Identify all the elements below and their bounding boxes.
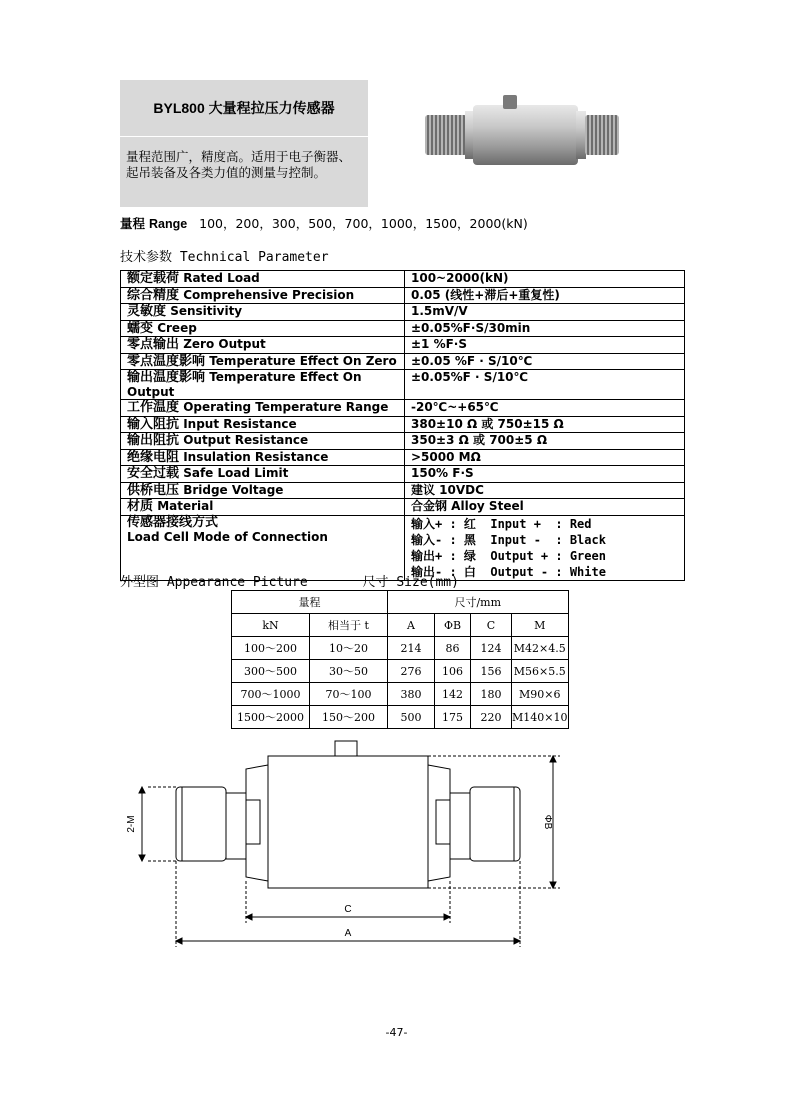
range-line: [120, 214, 528, 232]
spec-value: ±0.05%F · S/10℃: [405, 370, 685, 400]
spec-label-cn: 综合精度: [127, 287, 180, 303]
size-cell: 86: [435, 637, 471, 660]
size-header-cell: ΦB: [435, 614, 471, 637]
spec-label-en: Material: [157, 499, 214, 513]
spec-row: [121, 304, 685, 321]
spec-row: [121, 287, 685, 304]
spec-value: 1.5mV/V: [405, 304, 685, 321]
size-row: [232, 660, 569, 683]
spec-label-cn: 输入阻抗: [127, 416, 180, 432]
size-header-cell: C: [471, 614, 512, 637]
spec-row: [121, 320, 685, 337]
spec-label-en: Creep: [157, 320, 197, 335]
size-header-cell: kN: [232, 614, 310, 637]
spec-value: ±1 %F·S: [405, 337, 685, 354]
size-cell: 100～200: [232, 637, 310, 660]
size-cell: 175: [435, 706, 471, 729]
spec-label-en: Bridge Voltage: [183, 482, 284, 497]
spec-label-en: Input Resistance: [183, 416, 297, 431]
size-cell: 300～500: [232, 660, 310, 683]
spec-label-cn: 绝缘电阻: [127, 449, 180, 465]
description-line: 起吊装备及各类力值的测量与控制。: [126, 165, 327, 180]
appearance-heading: [120, 571, 459, 590]
page-number: -47-: [385, 1026, 408, 1039]
spec-row: [121, 449, 685, 466]
spec-row: [121, 482, 685, 499]
size-cell: 700～1000: [232, 683, 310, 706]
size-cell: M140×10: [512, 706, 569, 729]
spec-label-en: Output Resistance: [183, 433, 309, 447]
size-cell: 156: [471, 660, 512, 683]
appearance-label: 外型图 Appearance Picture: [120, 575, 308, 590]
spec-value: -20℃~+65℃: [405, 400, 685, 417]
product-description: [120, 137, 368, 207]
spec-label-cn: 输出阻抗: [127, 433, 180, 448]
size-cell: M42×4.5: [512, 637, 569, 660]
spec-label-cn: 工作温度: [127, 400, 180, 415]
spec-label-en: Rated Load: [183, 271, 260, 285]
size-row: [232, 637, 569, 660]
spec-value: 0.05 (线性+滞后+重复性): [405, 287, 685, 304]
spec-label-en: Comprehensive Precision: [183, 287, 355, 302]
spec-value: 350±3 Ω 或 700±5 Ω: [405, 433, 685, 450]
size-cell: 380: [388, 683, 435, 706]
size-cell: 106: [435, 660, 471, 683]
size-cell: 30～50: [310, 660, 388, 683]
spec-value: 100~2000(kN): [405, 271, 685, 288]
size-header-cell: 相当于 t: [310, 614, 388, 637]
size-cell: M90×6: [512, 683, 569, 706]
spec-row: [121, 466, 685, 483]
spec-row: [121, 353, 685, 370]
size-group-dim: 尺寸/mm: [388, 591, 569, 614]
spec-label-cn: 零点输出: [127, 337, 180, 352]
range-label-cn: 量程: [120, 216, 146, 231]
spec-row: [121, 370, 685, 400]
range-values: 100，200，300，500，700，1000，1500，2000(kN): [199, 216, 528, 231]
size-table: [231, 590, 569, 729]
spec-value: >5000 MΩ: [405, 449, 685, 466]
dimension-drawing: [120, 735, 580, 950]
spec-label-en: Insulation Resistance: [183, 449, 329, 464]
spec-label-en: Zero Output: [183, 337, 266, 351]
spec-label-cn: 材质: [127, 499, 154, 514]
spec-row: [121, 416, 685, 433]
spec-label-en: Temperature Effect On Output: [127, 370, 362, 399]
spec-value: ±0.05 %F · S/10℃: [405, 353, 685, 370]
label-a: A: [344, 928, 352, 939]
range-label-en: Range: [149, 217, 188, 231]
size-cell: 1500～2000: [232, 706, 310, 729]
spec-row: [121, 433, 685, 450]
spec-label-cn: 输出温度影响: [127, 370, 206, 385]
size-cell: 214: [388, 637, 435, 660]
spec-label-cn: 安全过载: [127, 466, 180, 481]
spec-label-cn: 零点温度影响: [127, 353, 206, 369]
size-cell: 70～100: [310, 683, 388, 706]
spec-row: [121, 400, 685, 417]
spec-row: [121, 499, 685, 516]
connection-label-en: Load Cell Mode of Connection: [127, 529, 328, 544]
size-cell: 124: [471, 637, 512, 660]
spec-label-en: Sensitivity: [170, 304, 243, 318]
spec-row: [121, 271, 685, 288]
connection-line: 输入+ : 红 Input + : Red: [411, 516, 592, 531]
size-cell: 150～200: [310, 706, 388, 729]
spec-value: ±0.05%F·S/30min: [405, 320, 685, 337]
size-row: [232, 706, 569, 729]
spec-label-cn: 蠕变: [127, 320, 154, 336]
connection-label-cn: 传感器接线方式: [127, 514, 219, 530]
spec-label-cn: 灵敏度: [127, 304, 167, 319]
size-header-cell: A: [388, 614, 435, 637]
size-cell: 500: [388, 706, 435, 729]
size-group-range: 量程: [232, 591, 388, 614]
label-phi-b: ΦB: [542, 814, 553, 830]
spec-label-en: Operating Temperature Range: [183, 400, 389, 414]
spec-label-en: Safe Load Limit: [183, 466, 289, 480]
description-line: 量程范围广，精度高。适用于电子衡器、: [126, 149, 352, 164]
spec-value: 380±10 Ω 或 750±15 Ω: [405, 416, 685, 433]
connection-line: 输出- : 白 Output - : White: [411, 564, 606, 579]
size-row: [232, 683, 569, 706]
spec-label-en: Temperature Effect On Zero: [209, 353, 397, 368]
size-label: 尺寸 Size(mm): [362, 575, 459, 590]
size-header-cell: M: [512, 614, 569, 637]
size-cell: 276: [388, 660, 435, 683]
size-cell: M56×5.5: [512, 660, 569, 683]
size-cell: 10～20: [310, 637, 388, 660]
product-title: BYL800 大量程拉压力传感器: [120, 80, 368, 136]
label-c: C: [344, 904, 352, 915]
spec-label-cn: 供桥电压: [127, 482, 180, 498]
sensor-photo: [415, 93, 630, 173]
spec-value: 合金钢 Alloy Steel: [405, 499, 685, 516]
size-cell: 142: [435, 683, 471, 706]
spec-value: 建议 10VDC: [405, 482, 685, 499]
spec-label-cn: 额定载荷: [127, 271, 180, 286]
spec-table: [120, 270, 685, 581]
size-cell: 220: [471, 706, 512, 729]
spec-row: [121, 337, 685, 354]
label-2m: 2-M: [126, 815, 137, 833]
size-cell: 180: [471, 683, 512, 706]
tech-heading: 技术参数 Technical Parameter: [120, 250, 329, 265]
connection-line: 输出+ : 绿 Output + : Green: [411, 548, 606, 563]
connection-line: 输入- : 黑 Input - : Black: [411, 532, 606, 547]
spec-value: 150% F·S: [405, 466, 685, 483]
